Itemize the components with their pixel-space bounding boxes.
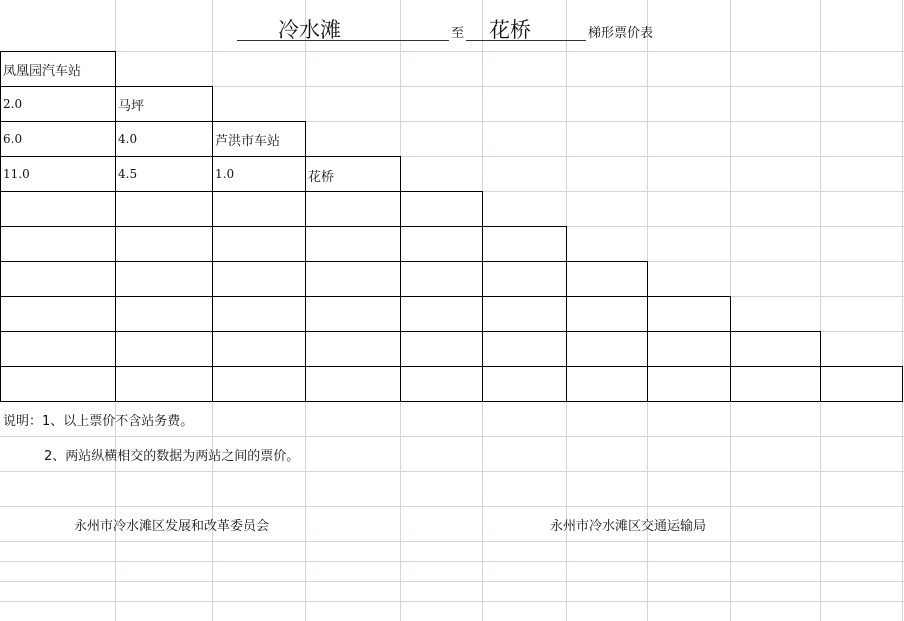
table-cell — [115, 296, 213, 332]
table-cell — [566, 331, 648, 367]
gridline — [0, 541, 904, 542]
table-cell — [647, 296, 731, 332]
title-suffix: 梯形票价表 — [588, 26, 654, 41]
table-cell — [0, 226, 116, 262]
station-label: 芦洪市车站 — [215, 134, 281, 149]
table-cell — [400, 226, 483, 262]
table-cell — [0, 191, 116, 227]
table-cell — [400, 331, 483, 367]
table-cell — [400, 296, 483, 332]
title-underline — [237, 40, 449, 41]
table-cell — [482, 226, 567, 262]
footer-left-org: 永州市冷水滩区发展和改革委员会 — [74, 519, 270, 534]
table-cell — [115, 331, 213, 367]
table-cell — [566, 296, 648, 332]
note-line-2: 2、两站纵横相交的数据为两站之间的票价。 — [44, 449, 300, 464]
title-from-station: 冷水滩 — [278, 18, 341, 42]
table-cell — [0, 366, 116, 402]
fare-value: 1.0 — [215, 167, 235, 181]
table-cell — [0, 296, 116, 332]
gridline — [0, 601, 904, 602]
fare-value: 6.0 — [3, 132, 23, 146]
table-cell — [730, 366, 821, 402]
table-cell — [482, 261, 567, 297]
gridline — [0, 436, 904, 437]
table-cell — [730, 331, 821, 367]
station-label: 花桥 — [308, 170, 335, 185]
table-cell — [400, 366, 483, 402]
gridline — [0, 561, 904, 562]
title-to-station: 花桥 — [489, 18, 531, 42]
station-label: 马坪 — [118, 99, 145, 114]
table-cell — [482, 366, 567, 402]
table-cell — [115, 226, 213, 262]
table-cell — [820, 366, 903, 402]
fare-value: 2.0 — [3, 97, 23, 111]
gridline — [902, 0, 903, 621]
gridline — [0, 471, 904, 472]
table-cell — [115, 366, 213, 402]
table-cell — [212, 296, 306, 332]
table-cell — [212, 191, 306, 227]
table-cell — [212, 331, 306, 367]
fare-value: 4.5 — [118, 167, 138, 181]
table-cell — [305, 366, 401, 402]
fare-value: 4.0 — [118, 132, 138, 146]
table-cell — [566, 261, 648, 297]
table-cell — [212, 261, 306, 297]
table-cell — [400, 261, 483, 297]
table-cell — [305, 226, 401, 262]
footer-right-org: 永州市冷水滩区交通运输局 — [550, 519, 707, 534]
table-cell — [400, 191, 483, 227]
table-cell — [305, 331, 401, 367]
gridline — [0, 506, 904, 507]
fare-value: 11.0 — [3, 167, 30, 181]
table-cell — [305, 191, 401, 227]
table-cell — [647, 366, 731, 402]
note-line-1: 说明：1、以上票价不含站务费。 — [3, 414, 194, 429]
table-cell — [212, 226, 306, 262]
table-cell — [647, 331, 731, 367]
table-cell — [212, 366, 306, 402]
table-cell — [566, 366, 648, 402]
table-cell — [115, 191, 213, 227]
table-cell — [482, 296, 567, 332]
station-label: 凤凰园汽车站 — [3, 64, 82, 79]
table-cell — [115, 261, 213, 297]
table-cell — [0, 331, 116, 367]
table-cell — [482, 331, 567, 367]
table-cell — [305, 296, 401, 332]
gridline — [820, 0, 821, 621]
table-cell — [305, 261, 401, 297]
title-to-label: 至 — [451, 26, 465, 41]
gridline — [0, 51, 904, 52]
table-cell — [0, 261, 116, 297]
gridline — [0, 581, 904, 582]
